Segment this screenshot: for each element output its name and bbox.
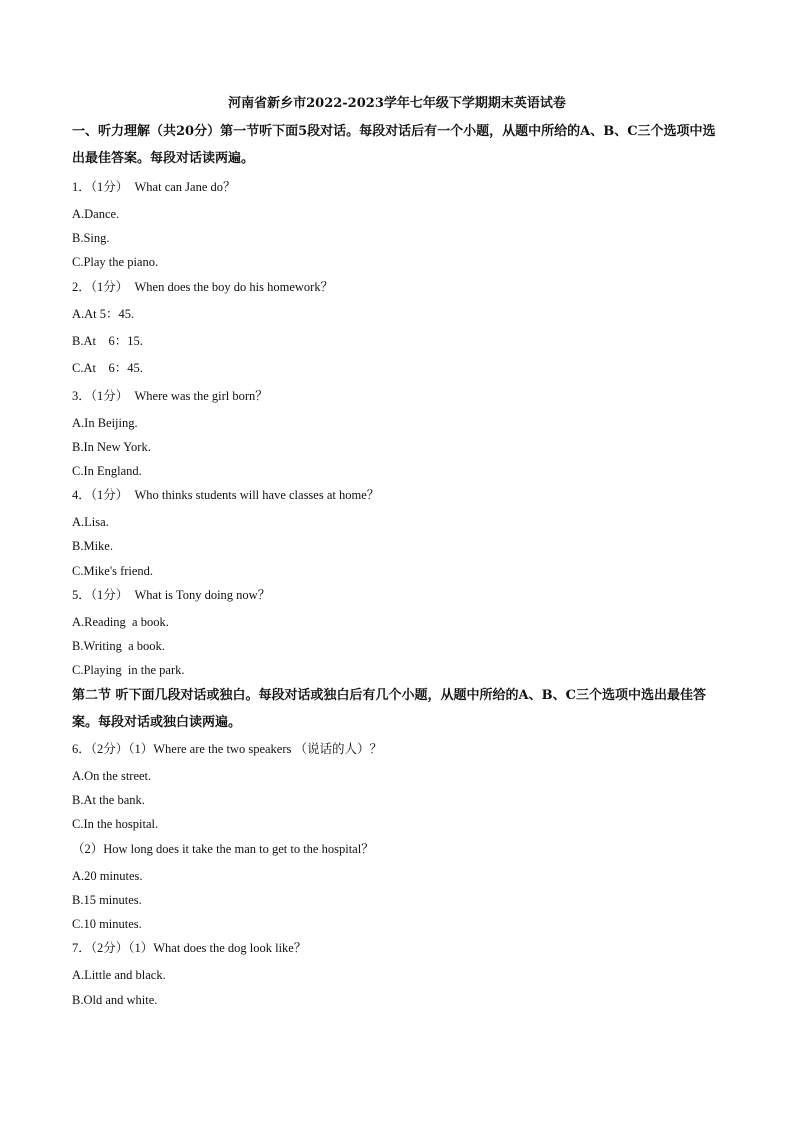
q1-option-c: C.Play the piano. — [72, 255, 159, 269]
q5-option-c: C.Playing in the park. — [72, 663, 185, 677]
section-1-instructions: 一、听力理解（共20分）第一节听下面5段对话。每段对话后有一个小题，从题中所给的A、B、C三个选项中选出最佳答案。每段对话读两遍。 — [72, 124, 716, 166]
question-6-part-1: 6．（2分）（1）Where are the two speakers （说话的人）？ — [72, 742, 382, 756]
q2-option-a: A.At 5：45. — [72, 307, 135, 321]
question-6-part-2: （2）How long does it take the man to get to the hospital？ — [72, 842, 374, 856]
question-2: 2．（1分） When does the boy do his homework？ — [72, 280, 334, 294]
question-5: 5．（1分） What is Tony doing now？ — [72, 588, 271, 602]
q4-option-a: A.Lisa. — [72, 515, 109, 529]
question-1: 1．（1分） What can Jane do？ — [72, 180, 236, 194]
q6-2-option-c: C.10 minutes. — [72, 917, 142, 931]
q2-option-b: B.At 6：15. — [72, 334, 143, 348]
q1-option-b: B.Sing. — [72, 231, 110, 245]
question-7-part-1: 7．（2分）（1）What does the dog look like？ — [72, 941, 307, 955]
q5-option-a: A.Reading a book. — [72, 615, 169, 629]
q7-1-option-b: B.Old and white. — [72, 993, 158, 1007]
q3-option-b: B.In New York. — [72, 440, 151, 454]
q3-option-c: C.In England. — [72, 464, 142, 478]
q6-1-option-b: B.At the bank. — [72, 793, 145, 807]
q6-2-option-b: B.15 minutes. — [72, 893, 142, 907]
q6-1-option-a: A.On the street. — [72, 769, 152, 783]
question-3: 3．（1分） Where was the girl born？ — [72, 389, 268, 403]
q6-2-option-a: A.20 minutes. — [72, 869, 143, 883]
q5-option-b: B.Writing a book. — [72, 639, 165, 653]
q3-option-a: A.In Beijing. — [72, 416, 138, 430]
q6-1-option-c: C.In the hospital. — [72, 817, 159, 831]
q2-option-c: C.At 6：45. — [72, 361, 143, 375]
question-4: 4．（1分） Who thinks students will have classes at home？ — [72, 488, 380, 502]
q7-1-option-a: A.Little and black. — [72, 968, 166, 982]
section-2-instructions: 第二节 听下面几段对话或独白。每段对话或独白后有几个小题，从题中所给的A、B、C三个选项中选出最佳答案。每段对话或独白读两遍。 — [72, 688, 706, 730]
q4-option-c: C.Mike's friend. — [72, 564, 154, 578]
exam-title: 河南省新乡市2022-2023学年七年级下学期期末英语试卷 — [228, 96, 566, 111]
q4-option-b: B.Mike. — [72, 539, 113, 553]
q1-option-a: A.Dance. — [72, 207, 120, 221]
